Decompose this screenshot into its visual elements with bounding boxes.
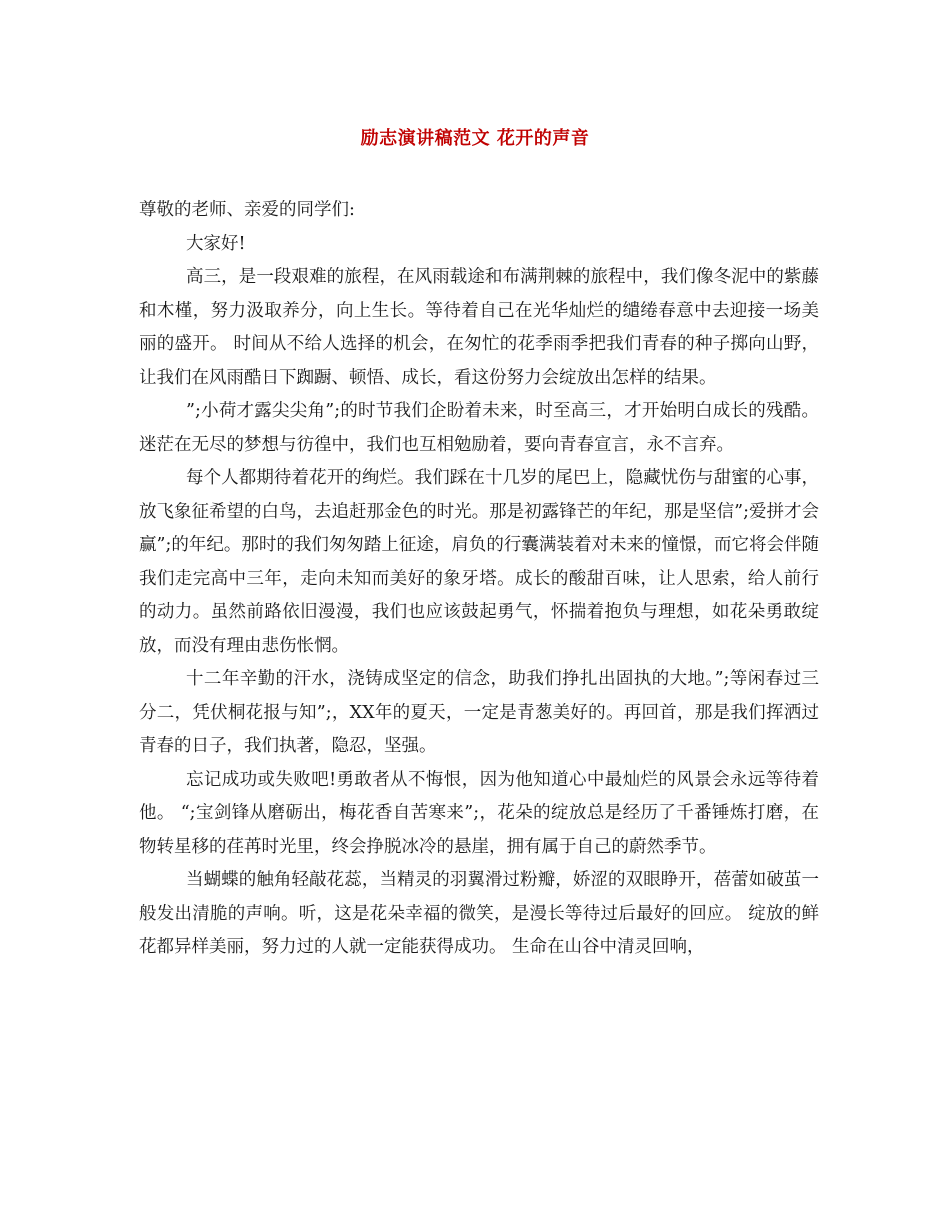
paragraph: 每个人都期待着花开的绚烂。我们踩在十几岁的尾巴上，隐藏忧伤与甜蜜的心事，放飞象征希望的白鸟，去追赶那金色的时光。那是初露锋芒的年纪，那是坚信”;爱拼才会赢”;的年纪。那时的我们匆匆踏上征途，肩负的行囊满装着对未来的憧憬，而它将会伴随我们走完高中三年，走向未知而美好的象牙塔。成长的酸甜百味，让人思索，给人前行的动力。虽然前路依旧漫漫，我们也应该鼓起勇气，怀揣着抱负与理想，如花朵勇敢绽放，而没有理由悲伤怅惘。: [139, 468, 819, 656]
salutation: 尊敬的老师、亲爱的同学们:: [139, 200, 355, 220]
document-body: [139, 194, 819, 965]
paragraph: 忘记成功或失败吧!勇敢者从不悔恨，因为他知道心中最灿烂的风景会永远等待着他。 “;宝剑锋从磨砺出，梅花香自苦寒来”;，花朵的绽放总是经历了千番锤炼打磨，在物转星移的荏苒时光里，终会挣脱冰冷的悬崖，拥有属于自己的蔚然季节。: [139, 769, 819, 857]
paragraph: ”;小荷才露尖尖角”;的时节我们企盼着未来，时至高三，才开始明白成长的残酷。迷茫在无尽的梦想与彷徨中，我们也互相勉励着，要向青春宣言，永不言弃。: [139, 401, 819, 455]
paragraph: 高三，是一段艰难的旅程，在风雨载途和布满荆棘的旅程中，我们像冬泥中的紫藤和木槿，努力汲取养分，向上生长。等待着自己在光华灿烂的缱绻春意中去迎接一场美丽的盛开。 时间从不给人选择的机会，在匆忙的花季雨季把我们青春的种子掷向山野，让我们在风雨酷日下踟蹰、顿悟、成长，看这份努力会绽放出怎样的结果。: [139, 267, 819, 388]
paragraph-greeting: 大家好!: [186, 233, 246, 254]
paragraph: 十二年辛勤的汗水，浇铸成坚定的信念，助我们挣扎出固执的大地。”;等闲春过三分二，凭伏桐花报与知”;，XX年的夏天，一定是青葱美好的。再回首，那是我们挥洒过青春的日子，我们执著，隐忍，坚强。: [139, 669, 819, 756]
document-title: 励志演讲稿范文 花开的声音: [360, 128, 590, 149]
paragraph: 当蝴蝶的触角轻敲花蕊，当精灵的羽翼滑过粉瓣，娇涩的双眼睁开，蓓蕾如破茧一般发出清脆的声响。听，这是花朵幸福的微笑，是漫长等待过后最好的回应。 绽放的鲜花都异样美丽，努力过的人就一定能获得成功。 生命在山谷中清灵回响，: [139, 870, 819, 957]
